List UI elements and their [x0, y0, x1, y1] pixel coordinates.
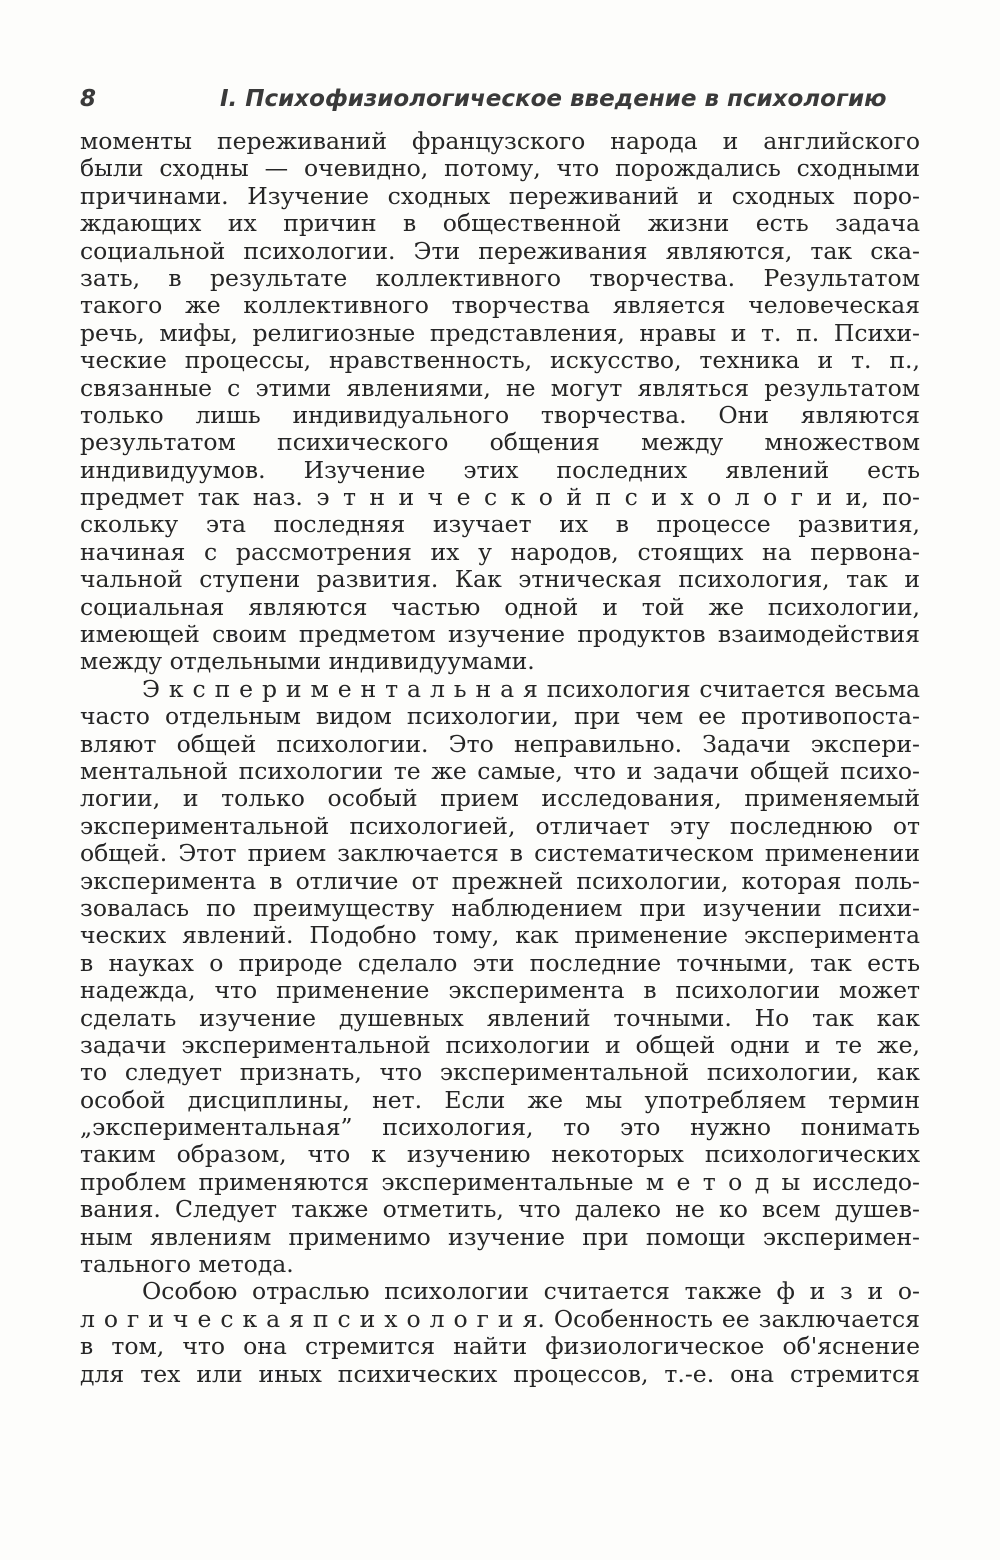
- text-line: ческих явлений. Подобно тому, как применение эксперимента: [80, 922, 920, 950]
- text-line: ждающих их причин в общественной жизни есть задача: [80, 210, 920, 238]
- text-line: предмет так наз. э т н и ч е с к о й п с и х о л о г и и, по-: [80, 484, 920, 512]
- text-line: зовалась по преимуществу наблюдением при изучении психи-: [80, 894, 920, 922]
- text-line: зать, в результате коллективного творчества. Результатом: [80, 264, 920, 292]
- text-line: индивидуумов. Изучение этих последних явлений есть: [80, 456, 920, 484]
- text-line: вания. Следует также отметить, что далеко не ко всем душев-: [80, 1196, 920, 1224]
- text-line: ментальной психологии те же самые, что и задачи общей психо-: [80, 757, 920, 785]
- text-line: часто отдельным видом психологии, при чем ее противопоста-: [80, 703, 920, 731]
- text-line: ным явлениям применимо изучение при помощи эксперимен-: [80, 1223, 920, 1251]
- text-line: сделать изучение душевных явлений точными. Но так как: [80, 1004, 920, 1032]
- text-line: Э к с п е р и м е н т а л ь н а я психология считается весьма: [142, 675, 920, 703]
- text-line: надежда, что применение эксперимента в психологии может: [80, 977, 920, 1005]
- text-line: задачи экспериментальной психологии и общей одни и те же,: [80, 1031, 920, 1059]
- text-line: были сходны — очевидно, потому, что порождались сходными: [80, 155, 920, 183]
- running-title: I. Психофизиологическое введение в психологию: [220, 86, 887, 112]
- text-line: социальная являются частью одной и той же психологии,: [80, 593, 920, 621]
- text-line: в науках о природе сделало эти последние точными, так есть: [80, 949, 920, 977]
- text-line: причинами. Изучение сходных переживаний и сходных поро-: [80, 182, 920, 210]
- text-line: связанные с этими явлениями, не могут являться результатом: [80, 374, 920, 402]
- text-line: „экспериментальная” психология, то это нужно понимать: [80, 1114, 920, 1142]
- text-line: результатом психического общения между множеством: [80, 429, 920, 457]
- text-line: эксперимента в отличие от прежней психологии, которая поль-: [80, 867, 920, 895]
- body-text: [80, 128, 920, 1388]
- text-line: только лишь индивидуального творчества. Они являются: [80, 401, 920, 429]
- text-line: в том, что она стремится найти физиологическое об'яснение: [80, 1333, 920, 1361]
- text-line: экспериментальной психологией, отличает эту последнюю от: [80, 812, 920, 840]
- text-line: моменты переживаний французского народа и английского: [80, 128, 920, 155]
- text-line: речь, мифы, религиозные представления, нравы и т. п. Психи-: [80, 319, 920, 347]
- page-number: 8: [80, 86, 97, 112]
- text-line: имеющей своим предметом изучение продуктов взаимодействия: [80, 621, 920, 649]
- text-line: проблем применяются экспериментальные м е т о д ы исследо-: [80, 1168, 920, 1196]
- text-line: тального метода.: [80, 1251, 294, 1279]
- text-line: такого же коллективного творчества является человеческая: [80, 292, 920, 320]
- text-line: для тех или иных психических процессов, т.-е. она стремится: [80, 1360, 920, 1388]
- text-line: скольку эта последняя изучает их в процессе развития,: [80, 511, 920, 539]
- text-line: вляют общей психологии. Это неправильно. Задачи экспери-: [80, 730, 920, 758]
- text-line: л о г и ч е с к а я п с и х о л о г и я. Особенность ее заключается: [80, 1305, 920, 1333]
- text-line: начиная с рассмотрения их у народов, стоящих на первона-: [80, 538, 920, 566]
- text-line: чальной ступени развития. Как этническая психология, так и: [80, 566, 920, 594]
- text-line: таким образом, что к изучению некоторых психологических: [80, 1141, 920, 1169]
- text-line: Особою отраслью психологии считается также ф и з и о-: [142, 1278, 920, 1306]
- text-line: логии, и только особый прием исследования, применяемый: [80, 785, 920, 813]
- text-line: общей. Этот прием заключается в систематическом применении: [80, 840, 920, 868]
- text-line: социальной психологии. Эти переживания являются, так ска-: [80, 237, 920, 265]
- page-header: [80, 80, 920, 124]
- text-line: особой дисциплины, нет. Если же мы употребляем термин: [80, 1086, 920, 1114]
- text-line: между отдельными индивидуумами.: [80, 648, 535, 676]
- text-line: ческие процессы, нравственность, искусство, техника и т. п.,: [80, 347, 920, 375]
- text-line: то следует признать, что экспериментальной психологии, как: [80, 1059, 920, 1087]
